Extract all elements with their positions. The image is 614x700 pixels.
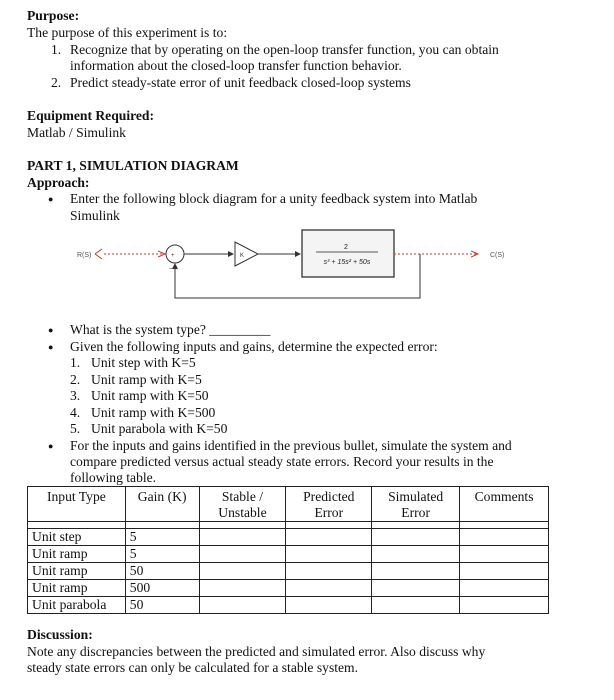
purpose-item-number: 1. [51, 42, 62, 57]
cell-input-type: Unit ramp [28, 563, 126, 580]
table-row [28, 529, 549, 546]
case-number: 2. [70, 372, 81, 387]
cell-gain: 50 [125, 563, 199, 580]
cell-input-type: Unit ramp [28, 546, 126, 563]
cell-stable[interactable] [199, 597, 286, 614]
header-simulated-error: Simulated Error [372, 487, 460, 522]
cell-stable[interactable] [199, 546, 286, 563]
cell-comments[interactable] [460, 580, 549, 597]
case-number: 1. [70, 355, 81, 370]
case-text: Unit step with K=5 [91, 355, 196, 370]
table-spacer-row [28, 522, 549, 529]
sum-plus-sign: + [171, 253, 175, 259]
tf-denominator: s³ + 15s² + 50s [323, 259, 371, 266]
input-port-icon [95, 249, 102, 259]
case-text: Unit ramp with K=500 [91, 405, 216, 420]
case-number: 4. [70, 405, 81, 420]
cell-gain: 5 [125, 546, 199, 563]
table-row [28, 597, 549, 614]
cell-predicted[interactable] [286, 563, 372, 580]
equipment-text: Matlab / Simulink [27, 125, 126, 140]
sum-minus-sign: − [169, 266, 174, 273]
cell-input-type: Unit step [28, 529, 126, 546]
cell-simulated[interactable] [372, 580, 460, 597]
case-number: 3. [70, 388, 81, 403]
cell-comments[interactable] [460, 546, 549, 563]
bullet-item [70, 438, 512, 455]
case-number: 5. [70, 421, 81, 436]
gain-block [235, 242, 258, 266]
equipment-heading: Equipment Required: [27, 108, 155, 123]
bullet-text-cont: Simulink [70, 208, 120, 223]
cell-predicted[interactable] [286, 529, 372, 546]
table-header-row [28, 487, 549, 522]
case-text: Unit ramp with K=5 [91, 372, 202, 387]
simulate-text-cont: following table. [70, 470, 157, 485]
purpose-item-number: 2. [51, 75, 62, 90]
purpose-item-text: Predict steady-state error of unit feedback closed-loop systems [70, 75, 411, 90]
output-label: C(S) [490, 252, 505, 259]
header-comments: Comments [460, 487, 549, 522]
given-inputs-text: Given the following inputs and gains, determine the expected error: [70, 339, 438, 354]
cell-gain: 50 [125, 597, 199, 614]
table-row [28, 546, 549, 563]
cell-stable[interactable] [199, 529, 286, 546]
header-gain: Gain (K) [125, 487, 199, 522]
discussion-text-cont: steady state errors can only be calculated for a stable system. [27, 660, 359, 675]
simulate-text-cont: compare predicted versus actual steady state errors. Record your results in the [70, 454, 494, 469]
discussion-heading: Discussion: [27, 627, 93, 642]
simulate-text: For the inputs and gains identified in the previous bullet, simulate the system and [70, 438, 512, 453]
sum-block [166, 245, 184, 263]
case-text: Unit parabola with K=50 [91, 421, 228, 436]
part1-heading: PART 1, SIMULATION DIAGRAM [27, 158, 239, 173]
bullet-item [70, 339, 438, 356]
purpose-heading: Purpose: [27, 8, 80, 23]
cell-stable[interactable] [199, 563, 286, 580]
cell-comments[interactable] [460, 563, 549, 580]
header-stable: Stable / Unstable [199, 487, 286, 522]
purpose-item-text: Recognize that by operating on the open-loop transfer function, you can obtain [70, 42, 499, 57]
discussion-text: Note any discrepancies between the predicted and simulated error. Also discuss why [27, 644, 486, 659]
system-type-question: What is the system type? _________ [70, 322, 271, 337]
cell-simulated[interactable] [372, 563, 460, 580]
cell-gain: 500 [125, 580, 199, 597]
purpose-item-text-cont: information about the closed-loop transfer function behavior. [70, 58, 402, 73]
cell-input-type: Unit parabola [28, 597, 126, 614]
bullet-text: Enter the following block diagram for a unity feedback system into Matlab [70, 191, 478, 206]
header-input-type: Input Type [28, 487, 126, 522]
purpose-intro: The purpose of this experiment is to: [27, 25, 228, 40]
case-text: Unit ramp with K=50 [91, 388, 209, 403]
approach-heading: Approach: [27, 175, 90, 190]
tf-numerator: 2 [344, 244, 348, 251]
bullet-item [70, 322, 270, 339]
results-table [27, 486, 549, 614]
input-label: R(S) [77, 252, 92, 259]
cell-gain: 5 [125, 529, 199, 546]
cell-simulated[interactable] [372, 597, 460, 614]
cell-simulated[interactable] [372, 529, 460, 546]
cell-comments[interactable] [460, 529, 549, 546]
table-row [28, 580, 549, 597]
cell-stable[interactable] [199, 580, 286, 597]
cell-predicted[interactable] [286, 546, 372, 563]
block-diagram [0, 0, 614, 320]
cell-predicted[interactable] [286, 580, 372, 597]
cell-comments[interactable] [460, 597, 549, 614]
gain-label: K [240, 253, 245, 259]
cell-predicted[interactable] [286, 597, 372, 614]
cell-simulated[interactable] [372, 546, 460, 563]
table-row [28, 563, 549, 580]
cell-input-type: Unit ramp [28, 580, 126, 597]
header-predicted-error: Predicted Error [286, 487, 372, 522]
transfer-function-block [302, 230, 394, 277]
